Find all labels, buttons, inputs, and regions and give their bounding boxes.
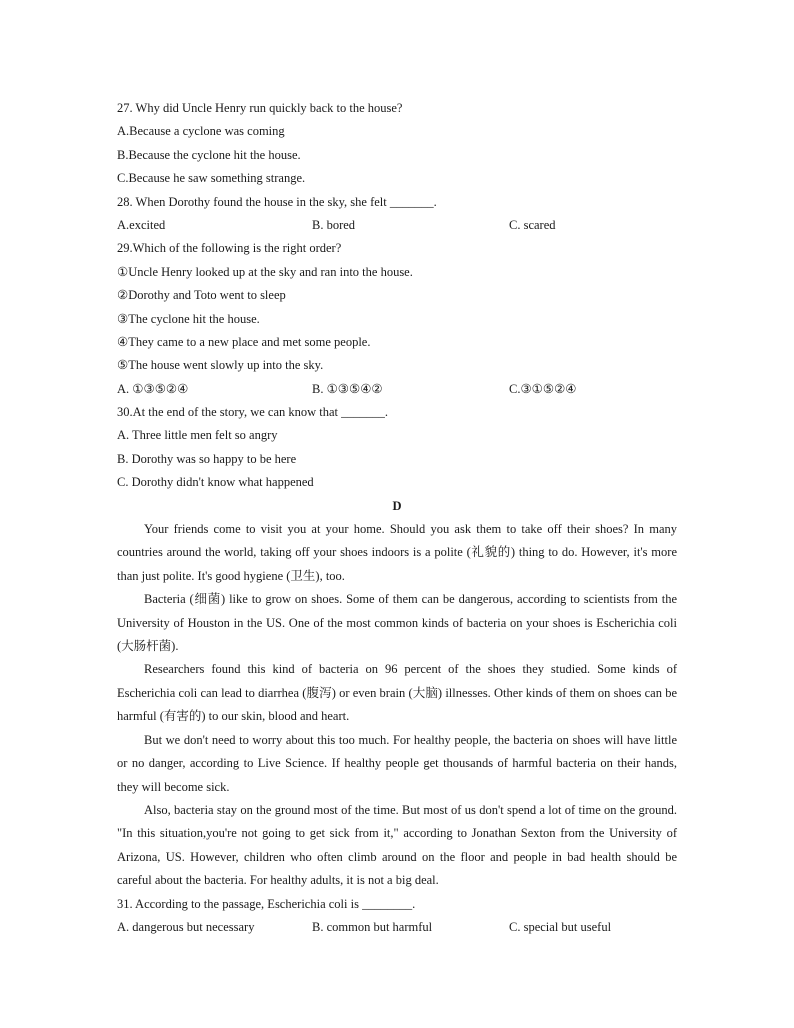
passage-paragraph-5: Also, bacteria stay on the ground most of the time. But most of us don't spend a lot of time on the ground. "In this situation,you're not going to get sick from it," according to Jonathan Sexton from the University of Arizona, US. However, children who often climb around on the floor and people in bad health should be careful about the bacteria. For healthy adults, it is not a big deal. — [117, 802, 677, 888]
q28-options — [117, 214, 677, 237]
q29-event-4: ④They came to a new place and met some people. — [117, 334, 371, 349]
passage-paragraph-1: Your friends come to visit you at your home. Should you ask them to take off their shoes? In many countries around the world, taking off your shoes indoors is a polite (礼貌的) thing to do. However, it's more than just polite. It's good hygiene (卫生), too. — [117, 522, 677, 583]
q27-option-c: C.Because he saw something strange. — [117, 171, 306, 186]
question-28: 28. When Dorothy found the house in the sky, she felt _______. — [117, 194, 437, 209]
q27-option-a: A.Because a cyclone was coming — [117, 124, 285, 139]
q29-option-b: B. ①③⑤④② — [312, 381, 383, 396]
q29-event-1: ①Uncle Henry looked up at the sky and ran into the house. — [117, 264, 413, 279]
q30-option-b: B. Dorothy was so happy to be here — [117, 451, 297, 466]
question-31: 31. According to the passage, Escherichia coli is ________. — [117, 896, 416, 911]
q28-option-c: C. scared — [509, 217, 556, 232]
q29-options — [117, 378, 677, 401]
q29-option-c: C.③①⑤②④ — [509, 381, 577, 396]
q31-option-b: B. common but harmful — [312, 919, 433, 934]
q31-option-a: A. dangerous but necessary — [117, 919, 255, 934]
q30-option-a: A. Three little men felt so angry — [117, 428, 278, 443]
question-29: 29.Which of the following is the right order? — [117, 241, 342, 256]
question-27: 27. Why did Uncle Henry run quickly back to the house? — [117, 101, 403, 115]
section-title: D — [392, 498, 402, 513]
q29-option-a: A. ①③⑤②④ — [117, 381, 189, 396]
q31-option-c: C. special but useful — [509, 919, 612, 934]
q29-event-2: ②Dorothy and Toto went to sleep — [117, 288, 286, 303]
q30-option-c: C. Dorothy didn't know what happened — [117, 475, 314, 490]
passage-paragraph-2: Bacteria (细菌) like to grow on shoes. Some of them can be dangerous, according to scientists from the University of Houston in the US. One of the most common kinds of bacteria on your shoes is Escherichia coli (大肠杆菌). — [117, 592, 677, 654]
q29-event-3: ③The cyclone hit the house. — [117, 311, 260, 326]
passage-paragraph-3: Researchers found this kind of bacteria on 96 percent of the shoes they studied. Some kinds of Escherichia coli can lead to diarrhea (腹泻) or even brain (大脑) illnesses. Other kinds of them on shoes can be harmful (有害的) to our skin, blood and heart. — [117, 662, 677, 724]
q28-option-a: A.excited — [117, 217, 166, 232]
q29-event-5: ⑤The house went slowly up into the sky. — [117, 358, 324, 373]
q28-option-b: B. bored — [312, 217, 356, 232]
question-30: 30.At the end of the story, we can know that _______. — [117, 405, 389, 420]
passage-paragraph-4: But we don't need to worry about this too much. For healthy people, the bacteria on shoes will have little or no danger, according to Live Science. If healthy people get thousands of harmful bacteria on their hands, they will become sick. — [117, 732, 677, 794]
q27-option-b: B.Because the cyclone hit the house. — [117, 147, 301, 162]
document-page — [117, 97, 677, 939]
q31-options — [117, 916, 677, 939]
